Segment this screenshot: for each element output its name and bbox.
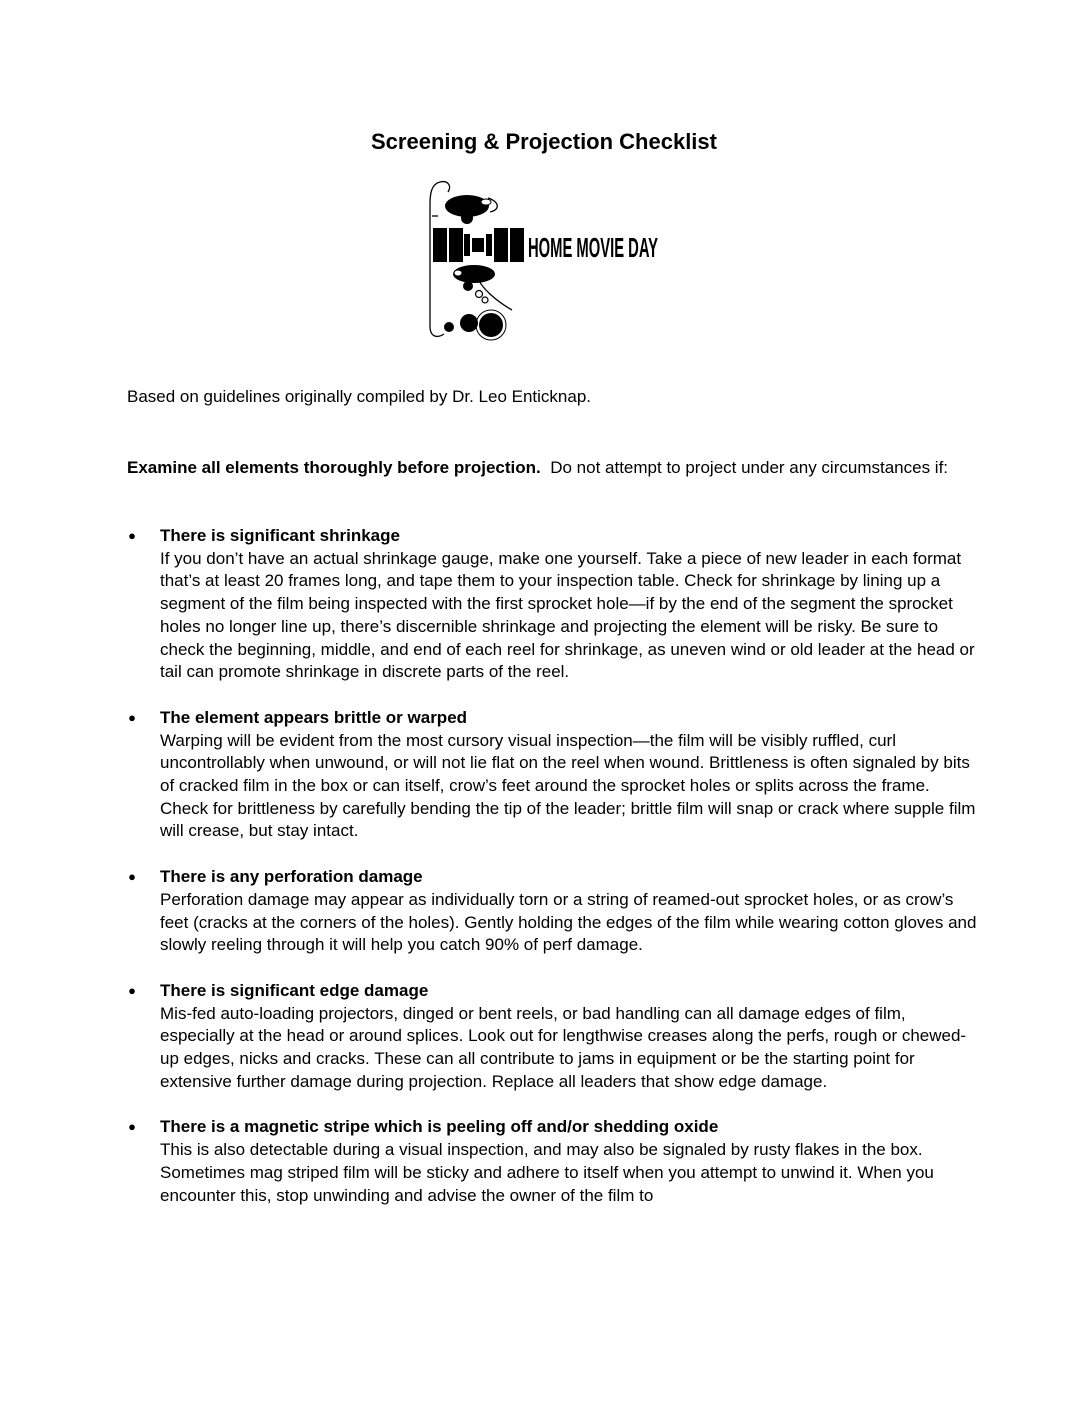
lead-rest-text: Do not attempt to project under any circumstances if:: [540, 458, 949, 477]
checklist-item: [127, 707, 977, 843]
item-heading: There is significant edge damage: [160, 980, 429, 1000]
checklist-item: [127, 1116, 977, 1207]
lead-strong-text: Examine all elements thoroughly before projection.: [127, 458, 541, 477]
item-body: This is also detectable during a visual inspection, and may also be signaled by rusty flakes in the box. Sometimes mag striped film will be sticky and adhere to itself when you attempt to unwind it. When you encounter this, stop unwinding and advise the owner of the film to: [160, 1140, 934, 1205]
item-body: Perforation damage may appear as individually torn or a string of reamed-out sprocket holes, or as crow’s feet (cracks at the corners of the holes). Gently holding the edges of the film while wearing cotton gloves and slowly reeling through it will help you catch 90% of perf damage.: [160, 889, 977, 955]
logo-wordmark: HOME MOVIE DAY: [528, 232, 659, 263]
item-body: Warping will be evident from the most cursory visual inspection—the film will be visibly ruffled, curl uncontrollably when unwound, or will not lie flat on the reel when wound. Brittleness is often signaled by bits of cracked film in the box or can itself, crow’s feet around the sprocket holes or splits across the frame. Check for brittleness by carefully bending the tip of the leader; brittle film will snap or crack where supple film will crease, but stay intact.: [160, 730, 976, 841]
checklist-item: [127, 525, 977, 684]
bullet-icon: ●: [128, 1119, 136, 1135]
checklist: [127, 525, 977, 1230]
checklist-item: [127, 980, 977, 1094]
film-projector-logo-icon: [418, 176, 668, 344]
checklist-item: [127, 866, 977, 957]
item-heading: There is any perforation damage: [160, 867, 423, 887]
page-title: Screening & Projection Checklist: [371, 129, 717, 154]
intro-text: Based on guidelines originally compiled by Dr. Leo Enticknap.: [127, 387, 591, 406]
item-heading: There is a magnetic stripe which is peeling off and/or shedding oxide: [160, 1117, 719, 1137]
lead-paragraph: [127, 457, 957, 479]
item-heading: The element appears brittle or warped: [160, 707, 468, 727]
bullet-icon: ●: [128, 528, 136, 543]
home-movie-day-logo: [418, 176, 668, 344]
item-body: Mis-fed auto-loading projectors, dinged or bent reels, or bad handling can all damage edges of film, especially at the head or around splices. Look out for lengthwise creases along the perfs, rough or chewed-up edges, nicks and cracks. These can all contribute to jams in equipment or be the starting point for extensive further damage during projection. Replace all leaders that show edge damage.: [160, 1003, 967, 1091]
bullet-icon: ●: [128, 869, 136, 885]
bullet-icon: ●: [128, 709, 136, 725]
item-body: If you don’t have an actual shrinkage gauge, make one yourself. Take a piece of new leader in each format that’s at least 20 frames long, and tape them to your inspection table. Check for shrinkage by lining up a segment of the film being inspected with the first sprocket hole—if by the end of the segment the sprocket holes no longer line up, there’s discernible shrinkage and projecting the element will be risky. Be sure to check the beginning, middle, and end of each reel for shrinkage, as uneven wind or old leader at the head or tail can promote shrinkage in discrete parts of the reel.: [160, 548, 975, 682]
item-heading: There is significant shrinkage: [160, 526, 400, 545]
bullet-icon: ●: [128, 982, 136, 998]
